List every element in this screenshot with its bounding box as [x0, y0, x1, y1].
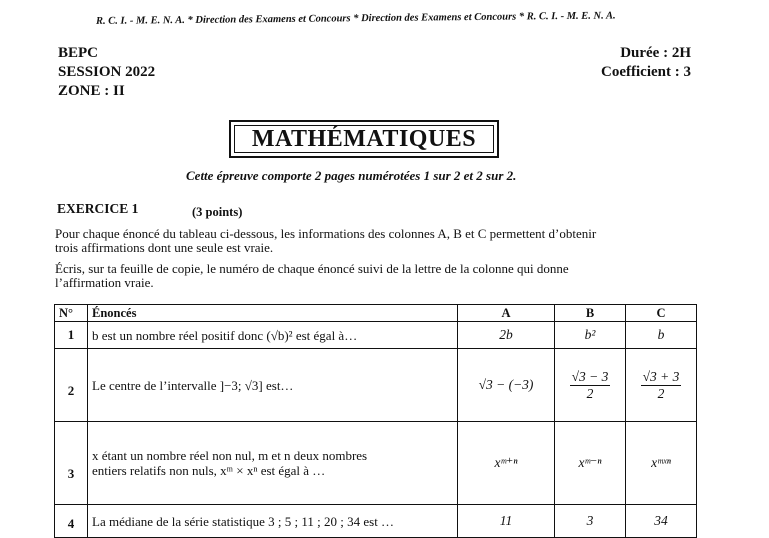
row-statement [88, 322, 458, 349]
answer-c: xᵐˣⁿ [626, 422, 697, 505]
row-statement: Le centre de l’intervalle ]−3; √3] est… [88, 349, 458, 422]
answer-a: xᵐ⁺ⁿ [458, 422, 555, 505]
fraction-denominator: 2 [586, 385, 594, 401]
answer-b: 3 [555, 505, 626, 538]
answer-c: b [626, 322, 697, 349]
table-row [55, 505, 697, 538]
exercise-points: (3 points) [192, 205, 243, 219]
exam-zone: ZONE : II [58, 83, 125, 99]
answer-b [555, 349, 626, 422]
exam-duree: Durée : 2H [620, 45, 691, 61]
answer-c [626, 349, 697, 422]
row-number: 4 [55, 505, 88, 538]
exercise-instruction [55, 262, 705, 290]
statement-line1: x étant un nombre réel non nul, m et n deux nombres [92, 448, 368, 463]
exercise-title: EXERCICE 1 [57, 201, 139, 216]
answer-b: xᵐ⁻ⁿ [555, 422, 626, 505]
exam-info-left [58, 44, 155, 101]
header-enonces: Énoncés [88, 305, 458, 322]
statement-post: est égal à… [295, 327, 358, 343]
fraction-denominator: 2 [657, 385, 665, 401]
statements-table [54, 304, 697, 538]
answer-a: √3 − (−3) [458, 349, 555, 422]
page-title [229, 120, 499, 158]
answer-c: 34 [626, 505, 697, 538]
header-banner: R. C. I. - M. E. N. A. * Direction des Examens et Concours * Direction des Examens et Concours * R. C. I. - M. E. N. A. [95, 10, 616, 27]
header-no: N° [55, 305, 88, 322]
statement-line2: entiers relatifs non nuls, xᵐ × xⁿ est égal à … [92, 463, 326, 478]
page-subtitle: Cette épreuve comporte 2 pages numérotées 1 sur 2 et 2 sur 2. [186, 168, 517, 183]
row-number: 1 [55, 322, 88, 349]
fraction [641, 369, 682, 402]
exercise-instruction-line2: l’affirmation vraie. [55, 275, 154, 290]
page-title-text: MATHÉMATIQUES [251, 125, 477, 152]
statement-pre: b est un nombre réel positif donc [92, 327, 264, 343]
statement-expression: (√b)² [266, 327, 293, 343]
table-row [55, 322, 697, 349]
exam-session: SESSION 2022 [58, 64, 156, 80]
row-statement [88, 422, 458, 505]
table-row [55, 422, 697, 505]
exam-coefficient: Coefficient : 3 [601, 64, 691, 80]
header-b: B [555, 305, 626, 322]
exercise-instruction-line1: Écris, sur ta feuille de copie, le numéro de chaque énoncé suivi de la lettre de la colonne qui donne [55, 261, 569, 276]
fraction-numerator: √3 + 3 [642, 368, 680, 384]
exam-info-right [601, 44, 691, 82]
header-a: A [458, 305, 555, 322]
answer-a: 11 [458, 505, 555, 538]
fraction-numerator: √3 − 3 [571, 368, 609, 384]
exam-name: BEPC [58, 45, 99, 61]
row-number: 2 [55, 349, 88, 422]
answer-b: b² [555, 322, 626, 349]
table-header-row [55, 305, 697, 322]
exercise-intro-line1: Pour chaque énoncé du tableau ci-dessous, les informations des colonnes A, B et C permettent d’obtenir [55, 226, 597, 241]
row-statement: La médiane de la série statistique 3 ; 5 ; 11 ; 20 ; 34 est … [88, 505, 458, 538]
exercise-intro-line2: trois affirmations dont une seule est vraie. [55, 240, 274, 255]
exercise-intro [55, 227, 705, 255]
fraction [570, 369, 611, 402]
table-row [55, 349, 697, 422]
answer-a: 2b [458, 322, 555, 349]
header-c: C [626, 305, 697, 322]
row-number: 3 [55, 422, 88, 505]
